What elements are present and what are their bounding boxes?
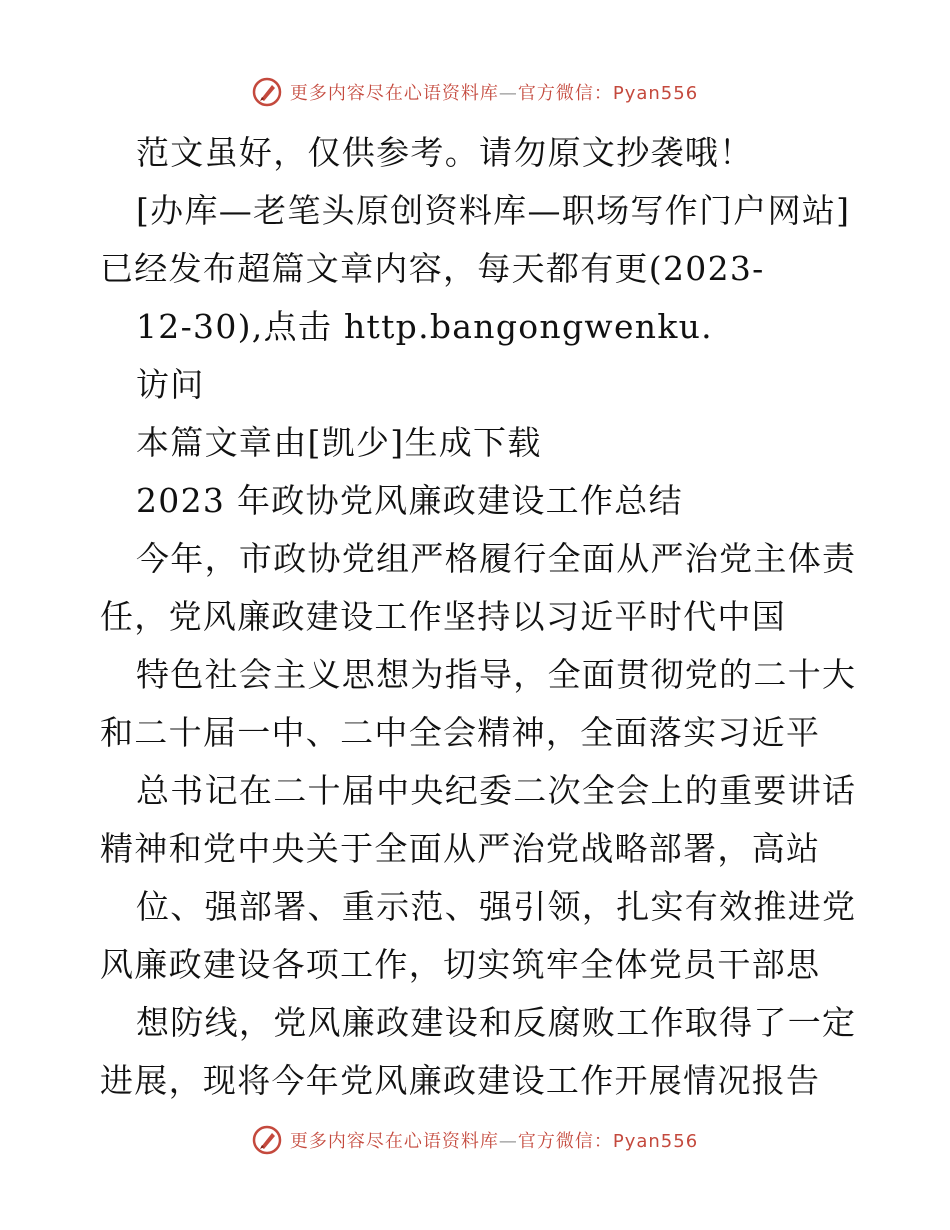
watermark-separator: — <box>498 83 518 104</box>
footer-watermark <box>0 1120 950 1160</box>
text-line: 风廉政建设各项工作，切实筑牢全体党员干部思 <box>100 945 821 984</box>
text-line: 总书记在二十届中央纪委二次全会上的重要讲话 <box>136 771 857 810</box>
watermark-wechat-id: Pyan556 <box>612 83 699 104</box>
text-line: 范文虽好，仅供参考。请勿原文抄袭哦！ <box>136 133 754 172</box>
watermark-brand: 更多内容尽在心语资料库 <box>289 83 499 104</box>
document-title: 2023 年政协党风廉政建设工作总结 <box>136 481 683 520</box>
text-line: 12-30),点击 http.bangongwenku. <box>136 307 713 346</box>
watermark-separator: — <box>498 1131 518 1152</box>
text-line: 精神和党中央关于全面从严治党战略部署，高站 <box>100 829 821 868</box>
watermark-official: 官方微信： <box>517 83 613 104</box>
text-line: 进展，现将今年党风廉政建设工作开展情况报告 <box>100 1061 821 1100</box>
quill-logo-icon <box>252 1125 282 1155</box>
watermark-brand: 更多内容尽在心语资料库 <box>289 1131 499 1152</box>
watermark-text <box>290 1127 698 1153</box>
quill-logo-icon <box>252 77 282 107</box>
text-line: 今年，市政协党组严格履行全面从严治党主体责 <box>136 539 857 578</box>
text-line: 位、强部署、重示范、强引领，扎实有效推进党 <box>136 887 857 926</box>
text-line: 想防线，党风廉政建设和反腐败工作取得了一定 <box>136 1003 857 1042</box>
text-line: 访问 <box>136 365 205 404</box>
text-line: 任，党风廉政建设工作坚持以习近平时代中国 <box>100 597 786 636</box>
watermark-text <box>290 79 698 105</box>
text-line: 已经发布超篇文章内容，每天都有更(2023- <box>100 249 765 288</box>
text-line: 和二十届一中、二中全会精神，全面落实习近平 <box>100 713 821 752</box>
text-line: [办库—老笔头原创资料库—职场写作门户网站] <box>136 191 851 230</box>
text-line: 特色社会主义思想为指导，全面贯彻党的二十大 <box>136 655 857 694</box>
watermark-wechat-id: Pyan556 <box>612 1131 699 1152</box>
header-watermark <box>0 72 950 112</box>
text-line: 本篇文章由[凯少]生成下载 <box>136 423 542 462</box>
watermark-official: 官方微信： <box>517 1131 613 1152</box>
